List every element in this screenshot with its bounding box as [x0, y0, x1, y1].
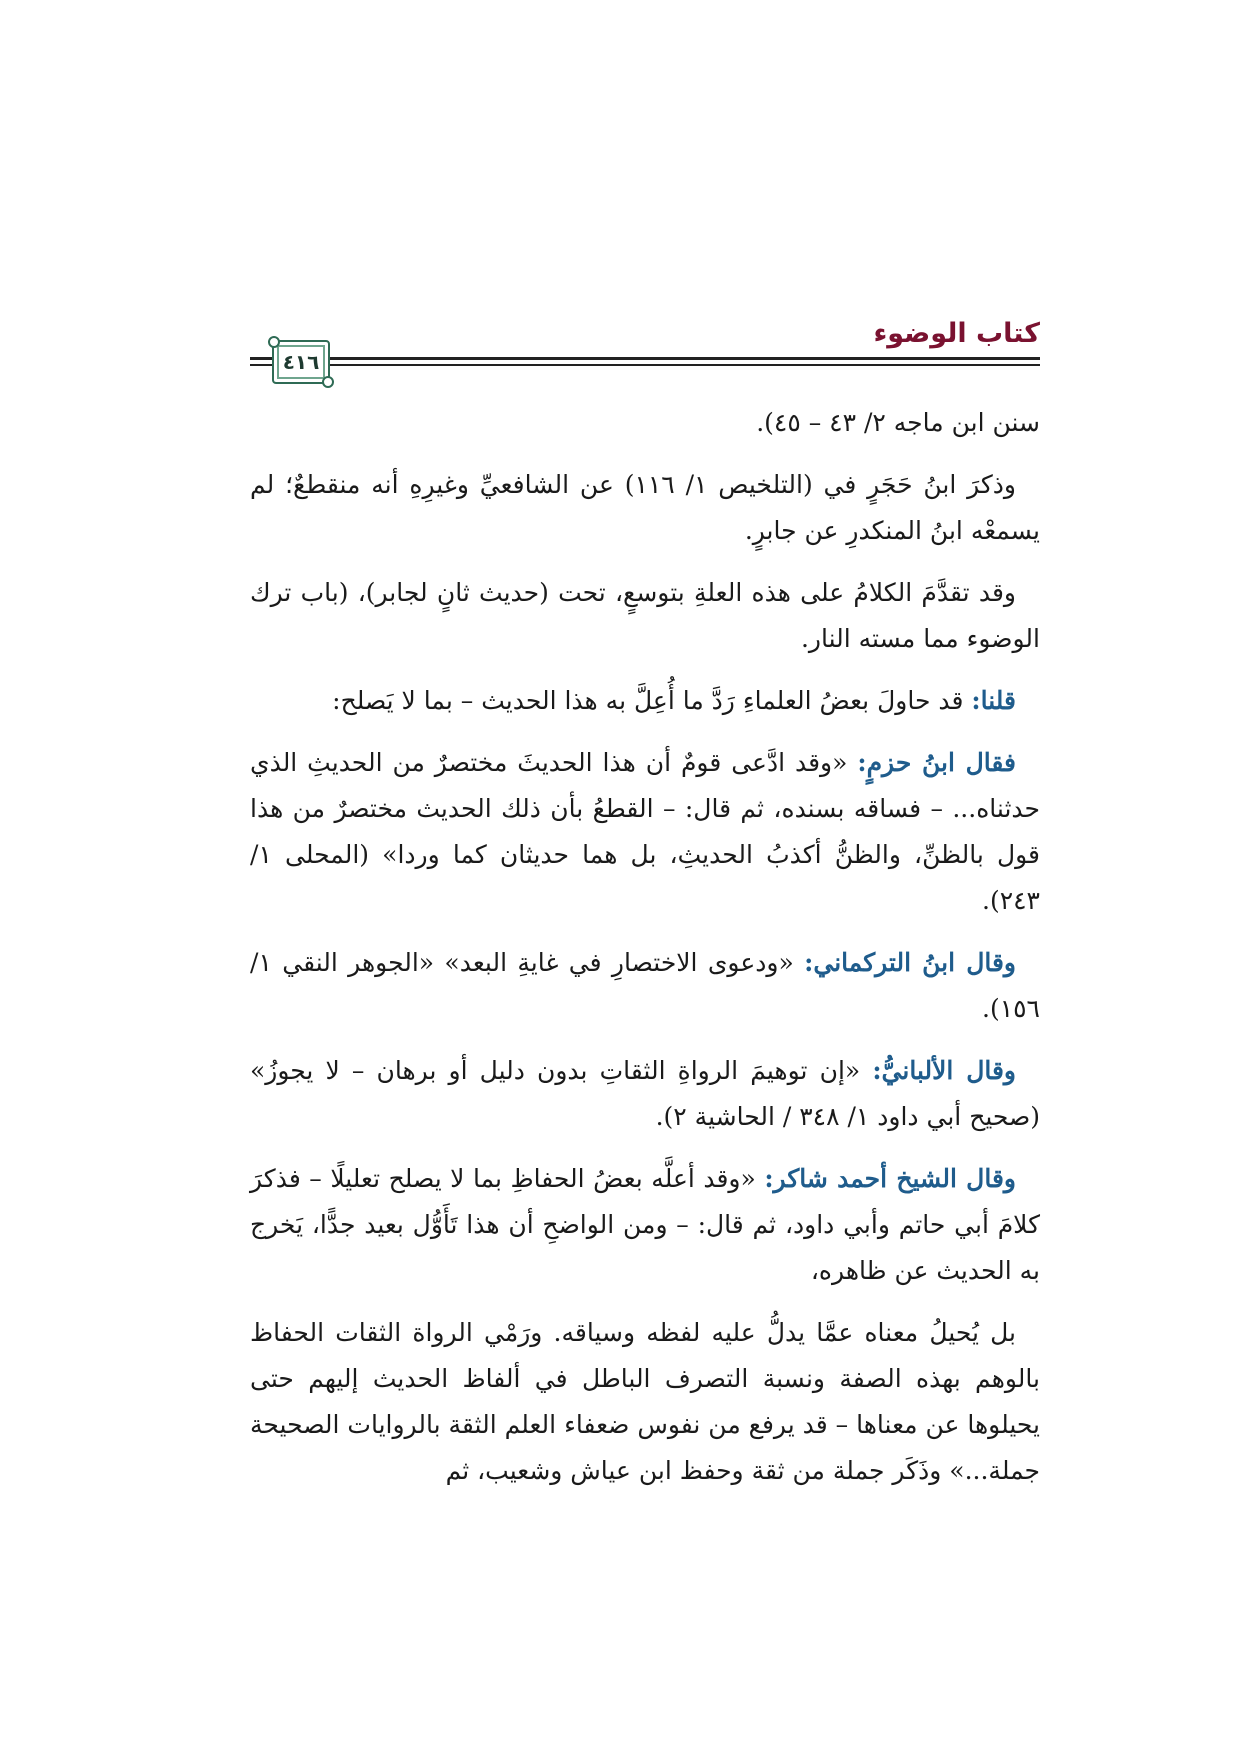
- page-header: [250, 318, 1040, 384]
- paragraph: [250, 740, 1040, 924]
- paragraph: [250, 400, 1040, 446]
- paragraph: [250, 570, 1040, 662]
- paragraph-text: قد حاولَ بعضُ العلماءِ رَدَّ ما أُعِلَّ به هذا الحديث – بما لا يَصلح:: [332, 686, 972, 715]
- speaker-label: فقال ابنُ حزمٍ:: [857, 748, 1016, 777]
- speaker-label: وقال الشيخ أحمد شاكر:: [764, 1164, 1016, 1193]
- paragraph-text: «وقد ادَّعى قومٌ أن هذا الحديثَ مختصرٌ من الحديثِ الذي حدثناه... – فساقه بسنده، ثم قال: – القطعُ بأن ذلك الحديث مختصرٌ من هذا قول بالظنِّ، والظنُّ أكذبُ الحديثِ، بل هما حديثان كما وردا» (المحلى ١/ ٢٤٣).: [250, 748, 1040, 915]
- paragraph-text: وقد تقدَّمَ الكلامُ على هذه العلةِ بتوسعٍ، تحت (حديث ثانٍ لجابر)، (باب ترك الوضوء مما مسته النار.: [250, 578, 1040, 653]
- page-number: ٤١٦: [272, 340, 330, 384]
- speaker-label: قلنا:: [971, 686, 1016, 715]
- paragraph-text: «إن توهيمَ الرواةِ الثقاتِ بدون دليل أو برهان – لا يجوزُ» (صحيح أبي داود ١/ ٣٤٨ / الحاشية ٢).: [250, 1056, 1040, 1131]
- chapter-title: كتاب الوضوء: [873, 318, 1040, 349]
- paragraph: [250, 678, 1040, 724]
- paragraph-text: وذكرَ ابنُ حَجَرٍ في (التلخيص ١/ ١١٦) عن الشافعيِّ وغيرِهِ أنه منقطعٌ؛ لم يسمعْه ابنُ المنكدرِ عن جابرٍ.: [250, 470, 1040, 545]
- paragraph: [250, 940, 1040, 1032]
- header-rule: [250, 357, 1040, 360]
- paragraph: [250, 1156, 1040, 1294]
- header-rule-end: [250, 357, 268, 366]
- paragraph: [250, 1310, 1040, 1494]
- header-rule-thin: [250, 364, 1040, 366]
- speaker-label: وقال الألبانيُّ:: [872, 1056, 1016, 1085]
- paragraph-text: بل يُحيلُ معناه عمَّا يدلُّ عليه لفظه وسياقه. ورَمْي الرواة الثقات الحفاظ بالوهم بهذه الصفة ونسبة التصرف الباطل في ألفاظ الحديث إليهم حتى يحيلوها عن معناها – قد يرفع من نفوس ضعفاء العلم الثقة بالروايات الصحيحة جملة...» وذَكَر جملة من ثقة وحفظ ابن عياش وشعيب، ثم: [250, 1318, 1040, 1485]
- paragraph: [250, 1048, 1040, 1140]
- page-body: [250, 400, 1040, 1510]
- paragraph-text: سنن ابن ماجه ٢/ ٤٣ – ٤٥).: [756, 408, 1040, 437]
- speaker-label: وقال ابنُ التركماني:: [804, 948, 1017, 977]
- paragraph: [250, 462, 1040, 554]
- paragraph-text: «ودعوى الاختصارِ في غايةِ البعد» «الجوهر النقي ١/ ١٥٦).: [250, 948, 1040, 1023]
- paragraph-text: «وقد أعلَّه بعضُ الحفاظِ بما لا يصلح تعليلًا – فذكرَ كلامَ أبي حاتم وأبي داود، ثم قال: – ومن الواضحِ أن هذا تَأَوُّل بعيد جدًّا، يَخرج به الحديث عن ظاهره،: [250, 1164, 1040, 1285]
